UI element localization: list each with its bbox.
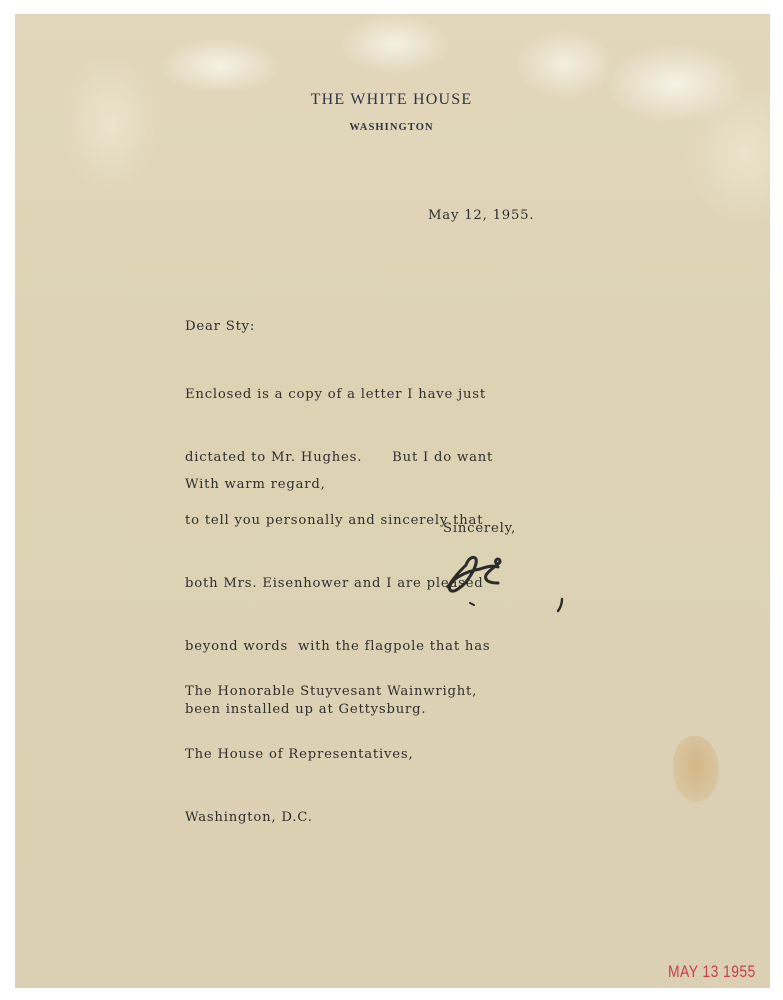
salutation: Dear Sty:: [185, 319, 256, 334]
recipient-address: [185, 639, 477, 849]
paper-stain: [673, 736, 719, 802]
body-line: to tell you personally and sincerely that: [185, 513, 484, 528]
letterhead-subtitle: WASHINGTON: [349, 122, 434, 133]
handwritten-signature: [440, 545, 590, 620]
body-line: dictated to Mr. Hughes. But I do want: [185, 450, 494, 465]
signature-stroke-d: [448, 557, 480, 591]
body-line: both Mrs. Eisenhower and I are pleased: [185, 576, 484, 591]
received-date-stamp: MAY 13 1955: [668, 962, 756, 981]
body-line: Enclosed is a copy of a letter I have just: [185, 387, 486, 402]
address-line: The Honorable Stuyvesant Wainwright,: [185, 684, 478, 699]
address-line: The House of Representatives,: [185, 747, 414, 762]
letterhead-title: THE WHITE HOUSE: [310, 91, 473, 108]
signoff: Sincerely,: [443, 521, 517, 536]
closing: With warm regard,: [185, 477, 326, 492]
signature-dot: [470, 603, 474, 605]
signature-stroke-e: [480, 559, 500, 583]
address-line: Washington, D.C.: [185, 810, 313, 825]
body-line: beyond words with the flagpole that has: [185, 639, 491, 654]
body-line: been installed up at Gettysburg.: [185, 702, 427, 717]
signature-tick: [558, 599, 562, 611]
letter-date: May 12, 1955.: [428, 208, 535, 223]
